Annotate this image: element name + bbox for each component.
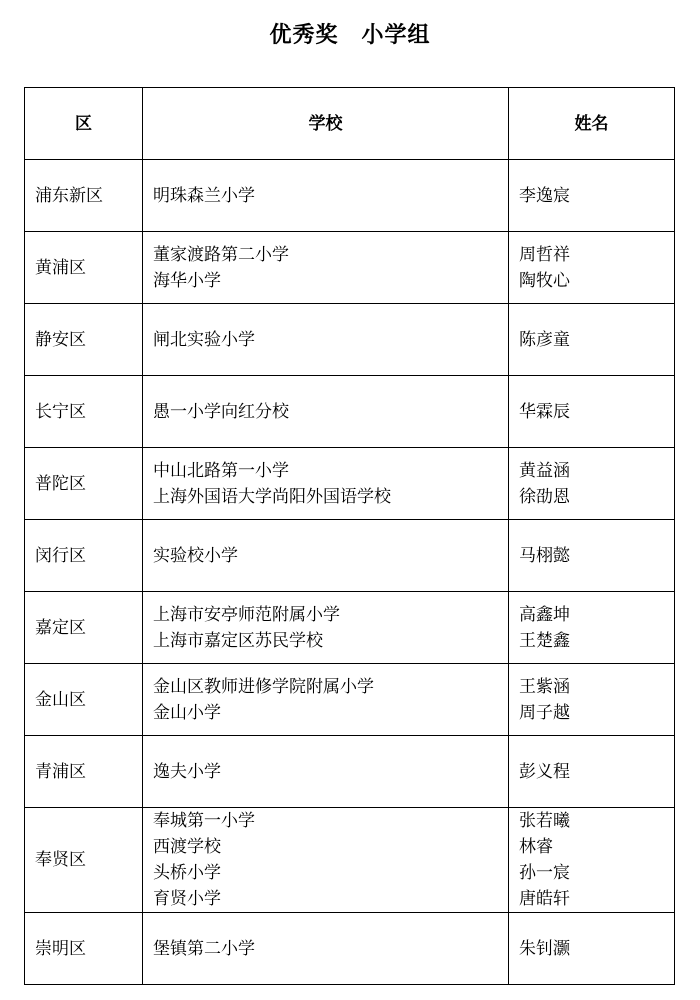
school-name: 中山北路第一小学 [153, 460, 289, 481]
student-cell [509, 448, 675, 520]
header-school: 学校 [143, 88, 509, 160]
table-row [25, 232, 675, 304]
school-name: 上海市安亭师范附属小学 [153, 604, 340, 625]
table-row [25, 160, 675, 232]
student-cell [509, 160, 675, 232]
student-cell [509, 913, 675, 985]
school-cell [143, 304, 509, 376]
district-cell: 奉贤区 [25, 808, 143, 913]
table-row [25, 520, 675, 592]
district-cell: 金山区 [25, 664, 143, 736]
student-name: 朱钊灏 [519, 938, 570, 959]
student-name: 王紫涵 [519, 676, 570, 697]
student-cell [509, 736, 675, 808]
student-name: 陈彦童 [519, 329, 570, 350]
student-cell [509, 376, 675, 448]
school-cell [143, 664, 509, 736]
student-name: 孙一宸 [519, 863, 570, 883]
school-name: 金山小学 [153, 702, 221, 723]
student-name: 彭义程 [519, 761, 570, 782]
school-cell [143, 808, 509, 913]
school-name: 愚一小学向红分校 [153, 401, 289, 422]
student-name: 周子越 [519, 702, 570, 723]
table-row [25, 376, 675, 448]
student-cell [509, 232, 675, 304]
student-name: 马栩懿 [519, 545, 570, 566]
district-cell: 闵行区 [25, 520, 143, 592]
school-cell [143, 913, 509, 985]
district-cell: 青浦区 [25, 736, 143, 808]
student-name: 华霖辰 [519, 401, 570, 422]
school-name: 西渡学校 [153, 837, 221, 857]
district-cell: 崇明区 [25, 913, 143, 985]
school-name: 头桥小学 [153, 863, 221, 883]
table-row [25, 592, 675, 664]
district-cell: 浦东新区 [25, 160, 143, 232]
school-name: 闸北实验小学 [153, 329, 255, 350]
table-row [25, 736, 675, 808]
header-name: 姓名 [509, 88, 675, 160]
table-row [25, 664, 675, 736]
school-cell [143, 592, 509, 664]
school-name: 上海市嘉定区苏民学校 [153, 630, 323, 651]
school-cell [143, 232, 509, 304]
school-name: 上海外国语大学尚阳外国语学校 [153, 486, 391, 507]
district-cell: 嘉定区 [25, 592, 143, 664]
student-name: 周哲祥 [519, 244, 570, 265]
student-cell [509, 664, 675, 736]
student-name: 林睿 [519, 837, 553, 857]
school-name: 育贤小学 [153, 889, 221, 909]
school-name: 董家渡路第二小学 [153, 244, 289, 265]
school-name: 金山区教师进修学院附属小学 [153, 676, 374, 697]
table-row [25, 808, 675, 913]
district-cell: 普陀区 [25, 448, 143, 520]
school-cell [143, 448, 509, 520]
student-cell [509, 304, 675, 376]
school-name: 逸夫小学 [153, 761, 221, 782]
district-cell: 长宁区 [25, 376, 143, 448]
student-name: 黄益涵 [519, 460, 570, 481]
student-name: 李逸宸 [519, 185, 570, 206]
awards-table [24, 87, 675, 985]
student-name: 徐劭恩 [519, 486, 570, 507]
student-cell [509, 520, 675, 592]
student-cell [509, 808, 675, 913]
table-row [25, 448, 675, 520]
student-name: 张若曦 [519, 811, 570, 831]
school-name: 海华小学 [153, 270, 221, 291]
table-row [25, 304, 675, 376]
school-cell [143, 160, 509, 232]
school-cell [143, 736, 509, 808]
district-cell: 静安区 [25, 304, 143, 376]
school-cell [143, 376, 509, 448]
student-name: 高鑫坤 [519, 604, 570, 625]
student-name: 王楚鑫 [519, 630, 570, 651]
header-district: 区 [25, 88, 143, 160]
district-cell: 黄浦区 [25, 232, 143, 304]
school-name: 明珠森兰小学 [153, 185, 255, 206]
school-cell [143, 520, 509, 592]
page-title: 优秀奖 小学组 [269, 22, 431, 48]
student-cell [509, 592, 675, 664]
school-name: 实验校小学 [153, 545, 238, 566]
student-name: 唐皓轩 [519, 889, 570, 909]
school-name: 奉城第一小学 [153, 811, 255, 831]
table-header-row [25, 88, 675, 160]
school-name: 堡镇第二小学 [153, 938, 255, 959]
table-row [25, 913, 675, 985]
student-name: 陶牧心 [519, 270, 570, 291]
